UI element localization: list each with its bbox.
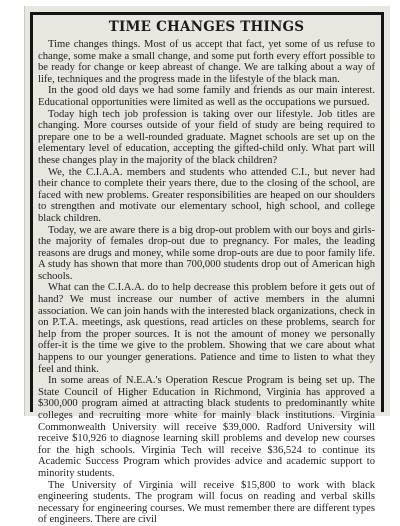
- paragraph: What can the C.I.A.A. do to help decrease this problem before it gets out of hand? We must increase our number of active members in the alumni association. We can join hands with the interested black organizations, check in on P.T.A. meetings, ask questions, read articles on these problems, search for help from the proper sources. It is not the amount of money we personally offer-it is the time we give to the problem. Showing that we care about what happens to our younger generations. Patience and time to listen to what they feel and think.: [38, 282, 375, 375]
- paragraph: In some areas of N.E.A.'s Operation Rescue Program is being set up. The State Council of Higher Education in Richmond, Virginia has approved a $300,000 program aimed at attracting black students to predominantly white colleges and recruiting more white for mainly black institutions. Virginia Commonwealth University will receive $39,000. Radford University will receive $10,926 to diagnose learning skill problems and develop new courses for the high schools. Virginia Tech will receive $36,524 to continue its Academic Success Program which provides advice and academic support to minority students.: [38, 375, 375, 479]
- paragraph: We, the C.I.A.A. members and students who attended C.I., but never had their chance to complete their years there, due to the closing of the school, are faced with new problems. Greater responsibilities are heaped on our shoulders to strengthen and motivate our elementary school, high school, and college black children.: [38, 166, 375, 224]
- article-body: [38, 39, 375, 526]
- paragraph: Today, we are aware there is a big drop-out problem with our boys and girls-the majority of females drop-out due to pregnancy. For males, the leading reasons are drugs and money, while some drop-outs are due to poor family life. A study has shown that more than 700,000 students drop out of American high schools.: [38, 224, 375, 282]
- article-title: TIME CHANGES THINGS: [108, 19, 305, 35]
- paragraph: The University of Virginia will receive $15,800 to work with black engineering students. The program will focus on reading and verbal skills necessary for engineering courses. We must remember there are different types of engineers. There are civil: [38, 479, 375, 526]
- article-frame: [30, 12, 384, 526]
- paragraph: Time changes things. Most of us accept that fact, yet some of us refuse to change, some make a small change, and some put forth every effort possible to be ready for change or keep abreast of change. We are talking about a way of life, techniques and the progress made in the lifestyle of the black man.: [38, 39, 375, 85]
- paragraph: Today high tech job profession is taking over our lifestyle. Job titles are changing. More courses outside of your field of study are being required to prepare one to be a well-rounded graduate. Magnet schools are set up on the elementary level of education, accepting the gifted-child only. What part will these changes play in the majority of the black children?: [38, 108, 375, 166]
- paragraph: In the good old days we had some family and friends as our main interest. Educational opportunities were limited as well as the occupations we pursued.: [38, 85, 375, 108]
